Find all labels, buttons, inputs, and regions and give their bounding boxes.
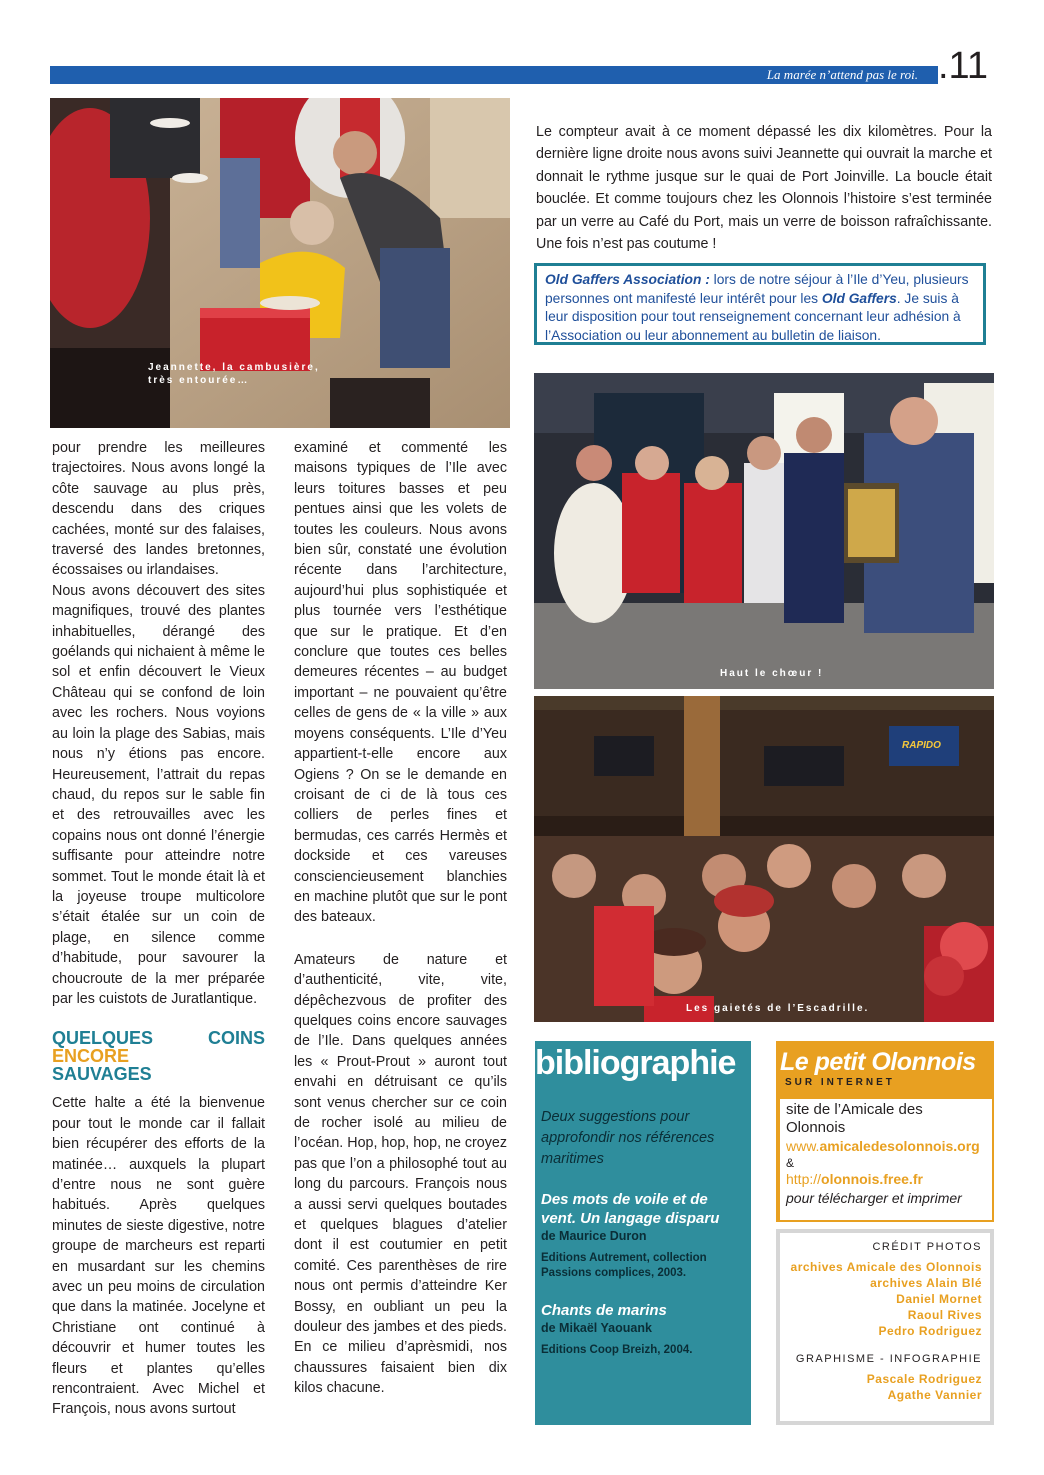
old-gaffers-text-a: lors de notre séjour à l’Ile d’Yeu, plusieurs personnes ont manifesté leur intérêt pour les <box>545 272 969 306</box>
spacer <box>780 1339 982 1351</box>
photo-picnic <box>50 98 510 428</box>
intro-paragraph: Le compteur avait à ce moment dépassé les dix kilomètres. Pour la dernière ligne droite nous avons suivi Jeannette qui ouvrait la marche et donnait le rythme jusque sur le quai de Port Joinville. La boucle était bouclée. Et comme toujours chez les Olonnois l’histoire s’est terminée par un verre au Café du Port, mais un verre de boisson rafraîchissante. Une fois n’est pas coutume ! <box>536 124 992 253</box>
link-prefix: www. <box>786 1138 820 1154</box>
choir-illustration <box>534 373 994 689</box>
header-motto: La marée n’attend pas le roi. <box>766 67 918 82</box>
book-title: Des mots de voile et de vent. Un langage disparu <box>541 1191 720 1227</box>
ampersand: & <box>786 1156 795 1170</box>
section-title-part-1: QUELQUES COINS <box>52 1028 265 1049</box>
download-note: pour télécharger et imprimer <box>786 1190 962 1206</box>
petit-olonnois-subtitle: SUR INTERNET <box>785 1077 895 1088</box>
picnic-caption: Jeannette, la cambusière, très entourée… <box>148 362 320 386</box>
old-gaffers-strong: Old Gaffers <box>821 290 897 306</box>
section-title-accent: ENCORE <box>52 1046 130 1067</box>
petit-olonnois-inner <box>780 1099 992 1220</box>
col1-paragraph-1: pour prendre les meilleures trajectoires. Nous avons longé la côte sauvage au plus près, descendu dans des criques cachées, monté sur des falaises, traversé des landes bretonnes, écossaises ou irlandaises. <box>52 440 265 579</box>
col1-paragraph-2: Nous avons découvert des sites magnifiques, trouvé des plantes inhabituelles, dérangé des goélands qui nichaient à même le sol et enfin découvert le Vieux Château qui se confond de loin avec les rochers. Nous voyions au loin la plage des Sabias, mais nous n’y étions pas encore. Heureusement, l’attrait du repas chaud, du repos sur le sable fin et des retrouvailles avec les copains nous ont donné l’énergie suffisante pour atteindre notre sommet. Tout le monde était là et la joyeuse troupe multicolore s’était étalée sur un coin de plage, en silence comme d’habitude, pour savourer la choucroute de la mer préparée par les cuistots de Juratlantique. <box>52 582 266 1007</box>
page-number: .11 <box>938 45 989 87</box>
header-bar <box>50 66 938 84</box>
book-publisher: Editions Coop Breizh, 2004. <box>541 1344 693 1356</box>
photo-credit-name: Raoul Rives <box>907 1308 982 1322</box>
old-gaffers-box <box>534 263 986 345</box>
spacer <box>52 1009 265 1029</box>
column-1 <box>52 438 265 1420</box>
book-title: Chants de marins <box>541 1302 667 1319</box>
link-domain: amicaledesolonnois.org <box>819 1138 980 1154</box>
website-link-amicale[interactable] <box>786 1137 986 1156</box>
column-2 <box>294 438 507 1399</box>
old-gaffers-text-b: . Je suis à leur disposition pour tout renseignement concernant leur adhésion à l’Association ou leur abonnement au bulletin de liaison. <box>545 290 961 343</box>
petit-olonnois-box <box>776 1041 994 1222</box>
credits-box <box>776 1229 994 1425</box>
photo-credit-name: archives Alain Blé <box>870 1276 982 1290</box>
photo-credits-label: CRÉDIT PHOTOS <box>872 1241 982 1253</box>
col2-paragraph-1: examiné et commenté les maisons typiques de l’Ile avec leurs toitures basses et peu pentues ainsi que les volets de toutes les couleurs. Nous avons bien sûr, constaté une évolution récente dans l’architecture, aujourd’hui plus sophistiquée et plus tournée vers l’esthétique que sur le pratique. Et d’en conclure que toutes ces belles demeures récentes – au budget important – ne pouvaient qu’être celles de gens de « la ville » aux moyens conséquents. L’Ile d’Yeu appartient-t-elle encore aux Ogiens ? On se le demande en croisant de ci de là tous ces colliers de perles fines et bermudas, ces carrés Hermès et dockside et ces vareuses consciencieusement blanchies en machine plutôt que sur le pont des bateaux. <box>294 440 507 926</box>
photo-credit-name: Daniel Mornet <box>896 1292 982 1306</box>
bibliography-intro: Deux suggestions pour approfondir nos références maritimes <box>541 1109 715 1167</box>
photo-choir <box>534 373 994 689</box>
bibliography-title: bibliographie <box>535 1044 736 1082</box>
graphic-credit-name: Pascale Rodriguez <box>866 1372 982 1386</box>
old-gaffers-lead: Old Gaffers Association : <box>545 272 710 287</box>
spacer <box>294 928 507 950</box>
link-prefix: http:// <box>786 1171 822 1187</box>
website-link-free[interactable] <box>786 1170 986 1189</box>
section-title-part-2: SAUVAGES <box>52 1064 152 1085</box>
col1-paragraph-3: Cette halte a été la bienvenue pour tout le monde car il fallait bien récupérer des efforts de la matinée… auxquels la plupart d’entre nous ne sont guère habitués. Après quelques minutes de sieste digestive, notre groupe de marcheurs est reparti en musardant sur les chemins avec un peu moins de circulation que dans la matinée. Jocelyne et Christiane ont continué à découvrir et humer toutes les fleurs et plantes qu’elles rencontraient. Avec Michel et François, nous avons surtout <box>52 1095 265 1418</box>
graphic-credits-label: GRAPHISME - INFOGRAPHIE <box>795 1353 982 1365</box>
bar-caption: Les gaietés de l’Escadrille. <box>686 1003 870 1014</box>
choir-caption: Haut le chœur ! <box>720 668 824 679</box>
link-domain: olonnois.free.fr <box>821 1171 923 1187</box>
bibliography-body <box>541 1107 745 1378</box>
bar-sign: RAPIDO <box>902 740 941 751</box>
credits-inner <box>780 1233 990 1421</box>
col2-paragraph-2: Amateurs de nature et d’authenticité, vite, vite, dépêchezvous de profiter des quelques coins encore sauvages de l’Ile. Dans quelques années les « Prout-Prout » auront tout envahi en détruisant ce qu’ils sont venus chercher sur ce coin de rocher isolé au milieu de l’océan. Hop, hop, hop, ne croyez pas que l’on a philosophé tout au long du parcours. François nous a aussi servi quelques boutades et quelques blagues d’atelier dont il est coutumier en petit comité. Ces parenthèses de rire nous ont permis d’atteindre Ker Bossy, en oubliant un peu la douleur des jambes et des pieds. En ce milieu d’aprèsmidi, nos chaussures faisaient bien dix kilos chacune. <box>294 951 508 1397</box>
photo-credit-name: Pedro Rodriguez <box>878 1324 982 1338</box>
book-publisher: Editions Autrement, collection Passions complices, 2003. <box>541 1252 707 1279</box>
section-title <box>52 1029 265 1083</box>
site-description: site de l’Amicale des Olonnois <box>786 1101 923 1136</box>
petit-olonnois-title: Le petit Olonnois <box>780 1048 976 1076</box>
photo-credit-name: archives Amicale des Olonnois <box>790 1260 982 1274</box>
graphic-credit-name: Agathe Vannier <box>887 1388 982 1402</box>
book-author: de Maurice Duron <box>541 1229 647 1243</box>
photo-bar <box>534 696 994 1022</box>
bibliography-box <box>535 1041 751 1425</box>
book-author: de Mikaël Yaouank <box>541 1321 652 1335</box>
